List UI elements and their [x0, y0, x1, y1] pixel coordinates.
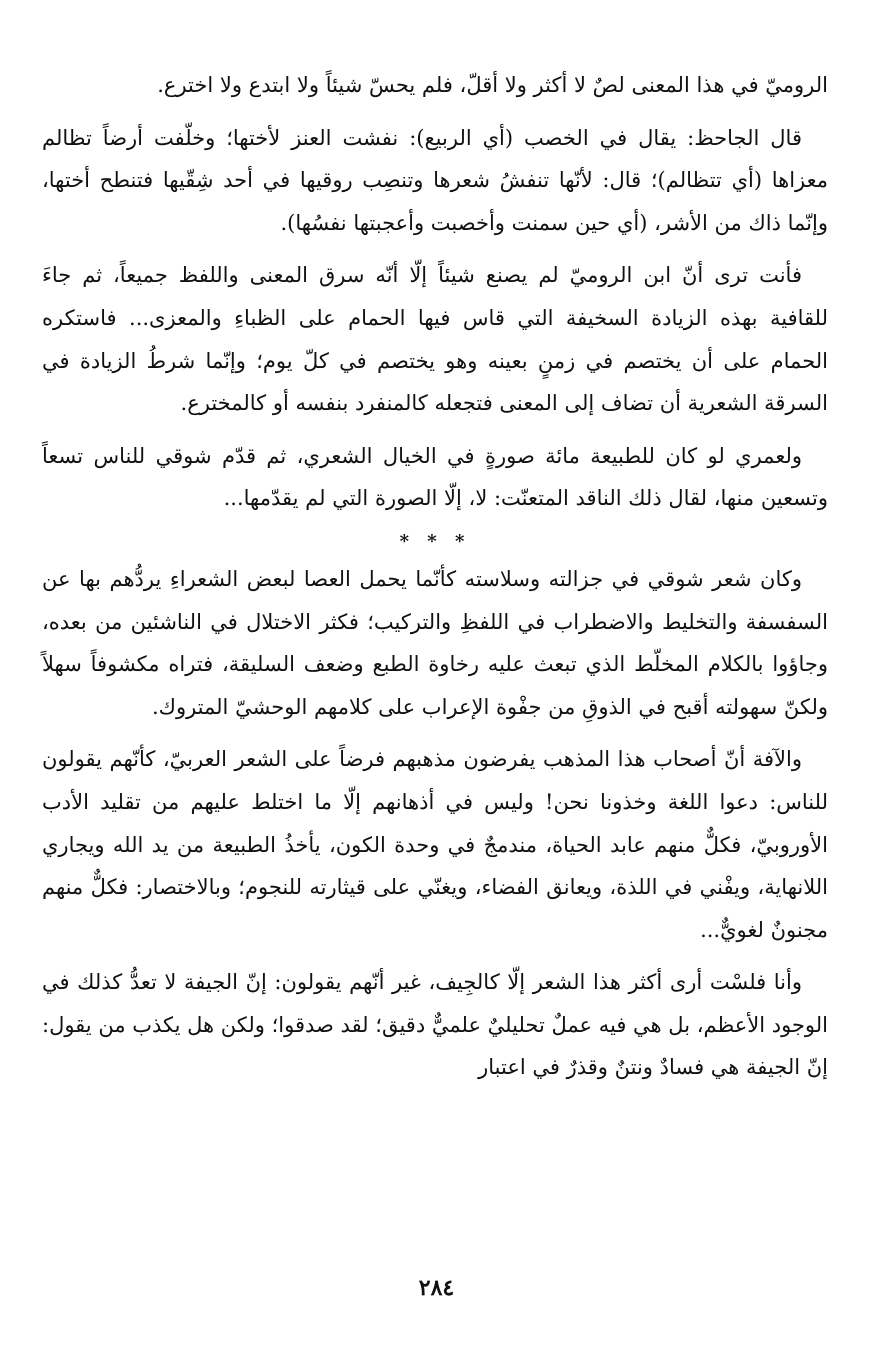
section-separator: * * * [399, 530, 471, 552]
paragraph-4: ولعمري لو كان للطبيعة مائة صورةٍ في الخيال الشعري، ثم قدّم شوقي للناس تسعاً وتسعين منها، لقال ذلك الناقد المتعنّت: لا، إلّا الصورة التي لم يقدّمها... [42, 443, 828, 511]
page-body [42, 64, 828, 1089]
paragraph-2: قال الجاحظ: يقال في الخصب (أي الربيع): نفشت العنز لأختها؛ وخلّفت أرضاً تظالم معزاها (أي تتظالم)؛ قال: لأنّها تنفشُ شعرها وتنصِب روقيها في أحد شِقّيها فتنطح أختها، وإنّما ذاك من الأشر، (أي حين سمنت وأخصبت وأعجبتها نفسُها). [42, 125, 828, 235]
paragraph-gap [42, 728, 828, 738]
page-number: ٢٨٤ [418, 1275, 455, 1301]
paragraph-gap [42, 951, 828, 961]
paragraph-7: وأنا فلسْت أرى أكثر هذا الشعر إلّا كالجِيف، غير أنّهم يقولون: إنّ الجيفة لا تعدُّ كذلك في الوجود الأعظم، بل هي فيه عملٌ تحليليٌ علميٌّ دقيق؛ لقد صدقوا؛ ولكن هل يكذب من يقول: إنّ الجيفة هي فسادٌ ونتنٌ وقذرٌ في اعتبار [42, 970, 828, 1080]
paragraph-3: فأنت ترى أنّ ابن الروميّ لم يصنع شيئاً إلّا أنّه سرق المعنى واللفظ جميعاً، ثم جاءَ للقافية بهذه الزيادة السخيفة التي قاس فيها الحمام على الظباءِ والمعزى... فاستكره الحمام على أن يختصم في زمنٍ بعينه وهو يختصم في كلّ يوم؛ وإنّما شرطُ الزيادة في السرقة الشعرية أن تضاف إلى المعنى فتجعله كالمنفرد بنفسه أو كالمخترع. [42, 263, 828, 416]
paragraph-5: وكان شعر شوقي في جزالته وسلاسته كأنّما يحمل العصا لبعض الشعراءِ يردُّهم بها عن السفسفة والتخليط والاضطراب في اللفظِ والتركيب؛ فكثر الاختلال في الناشئين من بعده، وجاؤوا بالكلام المخلّط الذي تبعث عليه رخاوة الطبع وضعف السليقة، فتراه مكشوفاً سهلاً ولكنّ سهولته أقبح في الذوقِ من جفْوة الإعراب على كلامهم الوحشيّ المتروك. [42, 566, 828, 719]
paragraph-gap [42, 107, 828, 117]
paragraph-gap [42, 425, 828, 435]
paragraph-gap [42, 244, 828, 254]
paragraph-6: والآفة أنّ أصحاب هذا المذهب يفرضون مذهبهم فرضاً على الشعر العربيّ، كأنّهم يقولون للناس: دعوا اللغة وخذونا نحن! وليس في أذهانهم إلّا ما اختلط عليهم من تقليد الأدب الأوروبيّ، فكلٌّ منهم عابد الحياة، مندمجٌ في وحدة الكون، يأخذُ الطبيعة من يد الله ويجاري اللانهاية، ويفْني في اللذة، ويعانق الفضاء، ويغنّي على قيثارته للنجوم؛ وبالاختصار: فكلٌّ منهم مجنونٌ لغويٌّ... [42, 747, 828, 942]
paragraph-1: الروميّ في هذا المعنى لصٌ لا أكثر ولا أقلّ، فلم يحسّ شيئاً ولا ابتدع ولا اخترع. [157, 73, 828, 97]
